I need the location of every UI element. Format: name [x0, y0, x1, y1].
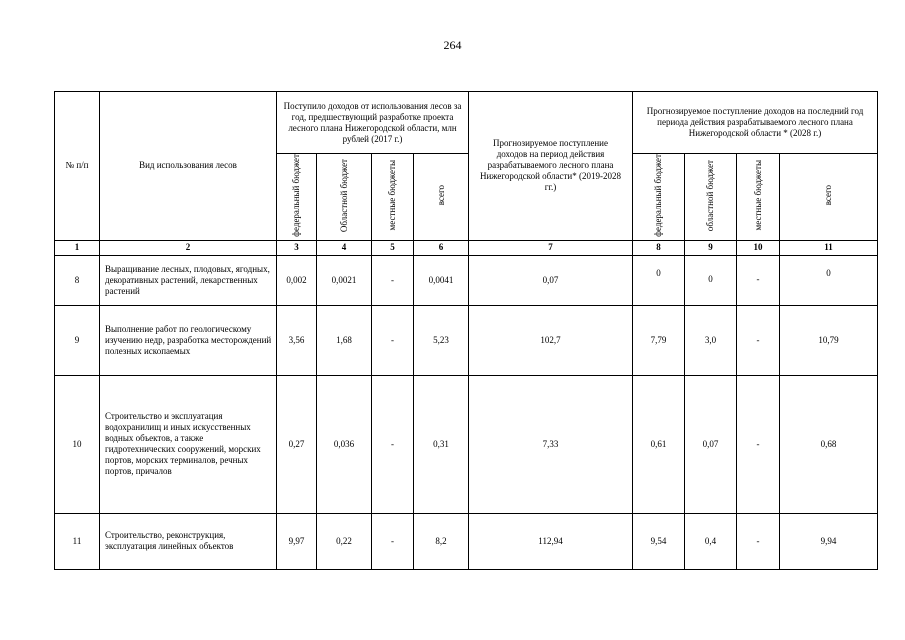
header-forecast-period: Прогнозируемое поступление доходов на период действия разрабатываемого лесного плана Нижегородской области* (2019-2028 гг.) [469, 92, 633, 241]
page-number: 264 [443, 38, 462, 52]
column-index: 3 [277, 240, 317, 255]
sub-header-local: местные бюджеты [372, 154, 414, 241]
header-forecast-last: Прогнозируемое поступление доходов на последний год периода действия разрабатываемого лесного плана Нижегородской области * (2028 г.) [633, 92, 878, 154]
cell-federal-2028: 9,54 [633, 513, 685, 569]
cell-regional: 0,036 [317, 375, 372, 513]
cell-local: - [372, 255, 414, 305]
sub-header-regional: Областной бюджет [317, 154, 372, 241]
column-index: 7 [469, 240, 633, 255]
table-row [55, 375, 878, 513]
sub-header-total-2028: всего [780, 154, 878, 241]
sub-header-regional-2028: областной бюджет [685, 154, 737, 241]
row-name: Выращивание лесных, плодовых, ягодных, декоративных растений, лекарственных растений [100, 255, 277, 305]
sub-header-federal: федеральный бюджет [277, 154, 317, 241]
cell-regional-2028: 0,07 [685, 375, 737, 513]
cell-local: - [372, 375, 414, 513]
cell-federal: 9,97 [277, 513, 317, 569]
cell-local: - [372, 305, 414, 375]
column-index: 8 [633, 240, 685, 255]
cell-regional: 0,0021 [317, 255, 372, 305]
cell-total: 0,31 [414, 375, 469, 513]
row-num: 11 [55, 513, 100, 569]
cell-forecast-period: 7,33 [469, 375, 633, 513]
cell-total-2028: 0,68 [780, 375, 878, 513]
row-name: Выполнение работ по геологическому изучению недр, разработка месторождений полезных ископаемых [100, 305, 277, 375]
table-row [55, 305, 878, 375]
cell-federal: 0,27 [277, 375, 317, 513]
cell-federal-2028: 7,79 [633, 305, 685, 375]
row-num: 9 [55, 305, 100, 375]
column-index: 9 [685, 240, 737, 255]
cell-forecast-period: 0,07 [469, 255, 633, 305]
header-type: Вид использования лесов [100, 92, 277, 241]
cell-forecast-period: 112,94 [469, 513, 633, 569]
cell-total-2028: 0 [780, 255, 878, 305]
cell-total-2028: 10,79 [780, 305, 878, 375]
column-index: 6 [414, 240, 469, 255]
row-num: 10 [55, 375, 100, 513]
cell-regional-2028: 0 [685, 255, 737, 305]
column-index: 5 [372, 240, 414, 255]
header-received: Поступило доходов от использования лесов за год, предшествующий разработке проекта лесного плана Нижегородской области, млн рублей (2017 г.) [277, 92, 469, 154]
header-num: № п/п [55, 92, 100, 241]
table-row [55, 255, 878, 305]
sub-header-federal-2028: федеральный бюджет [633, 154, 685, 241]
cell-local-2028: - [737, 255, 780, 305]
cell-federal: 3,56 [277, 305, 317, 375]
cell-federal-2028: 0 [633, 255, 685, 305]
cell-regional: 1,68 [317, 305, 372, 375]
cell-regional-2028: 0,4 [685, 513, 737, 569]
table-row [55, 513, 878, 569]
row-name: Строительство и эксплуатация водохранилищ и иных искусственных водных объектов, а также гидротехнических сооружений, морских портов, морских терминалов, речных портов, причалов [100, 375, 277, 513]
cell-total: 5,23 [414, 305, 469, 375]
sub-header-local-2028: местные бюджеты [737, 154, 780, 241]
column-index: 1 [55, 240, 100, 255]
cell-total: 0,0041 [414, 255, 469, 305]
sub-header-total: всего [414, 154, 469, 241]
cell-regional-2028: 3,0 [685, 305, 737, 375]
column-index-row [55, 240, 878, 255]
cell-regional: 0,22 [317, 513, 372, 569]
cell-federal: 0,002 [277, 255, 317, 305]
cell-forecast-period: 102,7 [469, 305, 633, 375]
cell-federal-2028: 0,61 [633, 375, 685, 513]
row-num: 8 [55, 255, 100, 305]
column-index: 2 [100, 240, 277, 255]
cell-local: - [372, 513, 414, 569]
column-index: 4 [317, 240, 372, 255]
cell-total: 8,2 [414, 513, 469, 569]
cell-local-2028: - [737, 375, 780, 513]
cell-local-2028: - [737, 305, 780, 375]
cell-local-2028: - [737, 513, 780, 569]
column-index: 11 [780, 240, 878, 255]
forest-income-table [54, 91, 878, 570]
column-index: 10 [737, 240, 780, 255]
row-name: Строительство, реконструкция, эксплуатация линейных объектов [100, 513, 277, 569]
cell-total-2028: 9,94 [780, 513, 878, 569]
